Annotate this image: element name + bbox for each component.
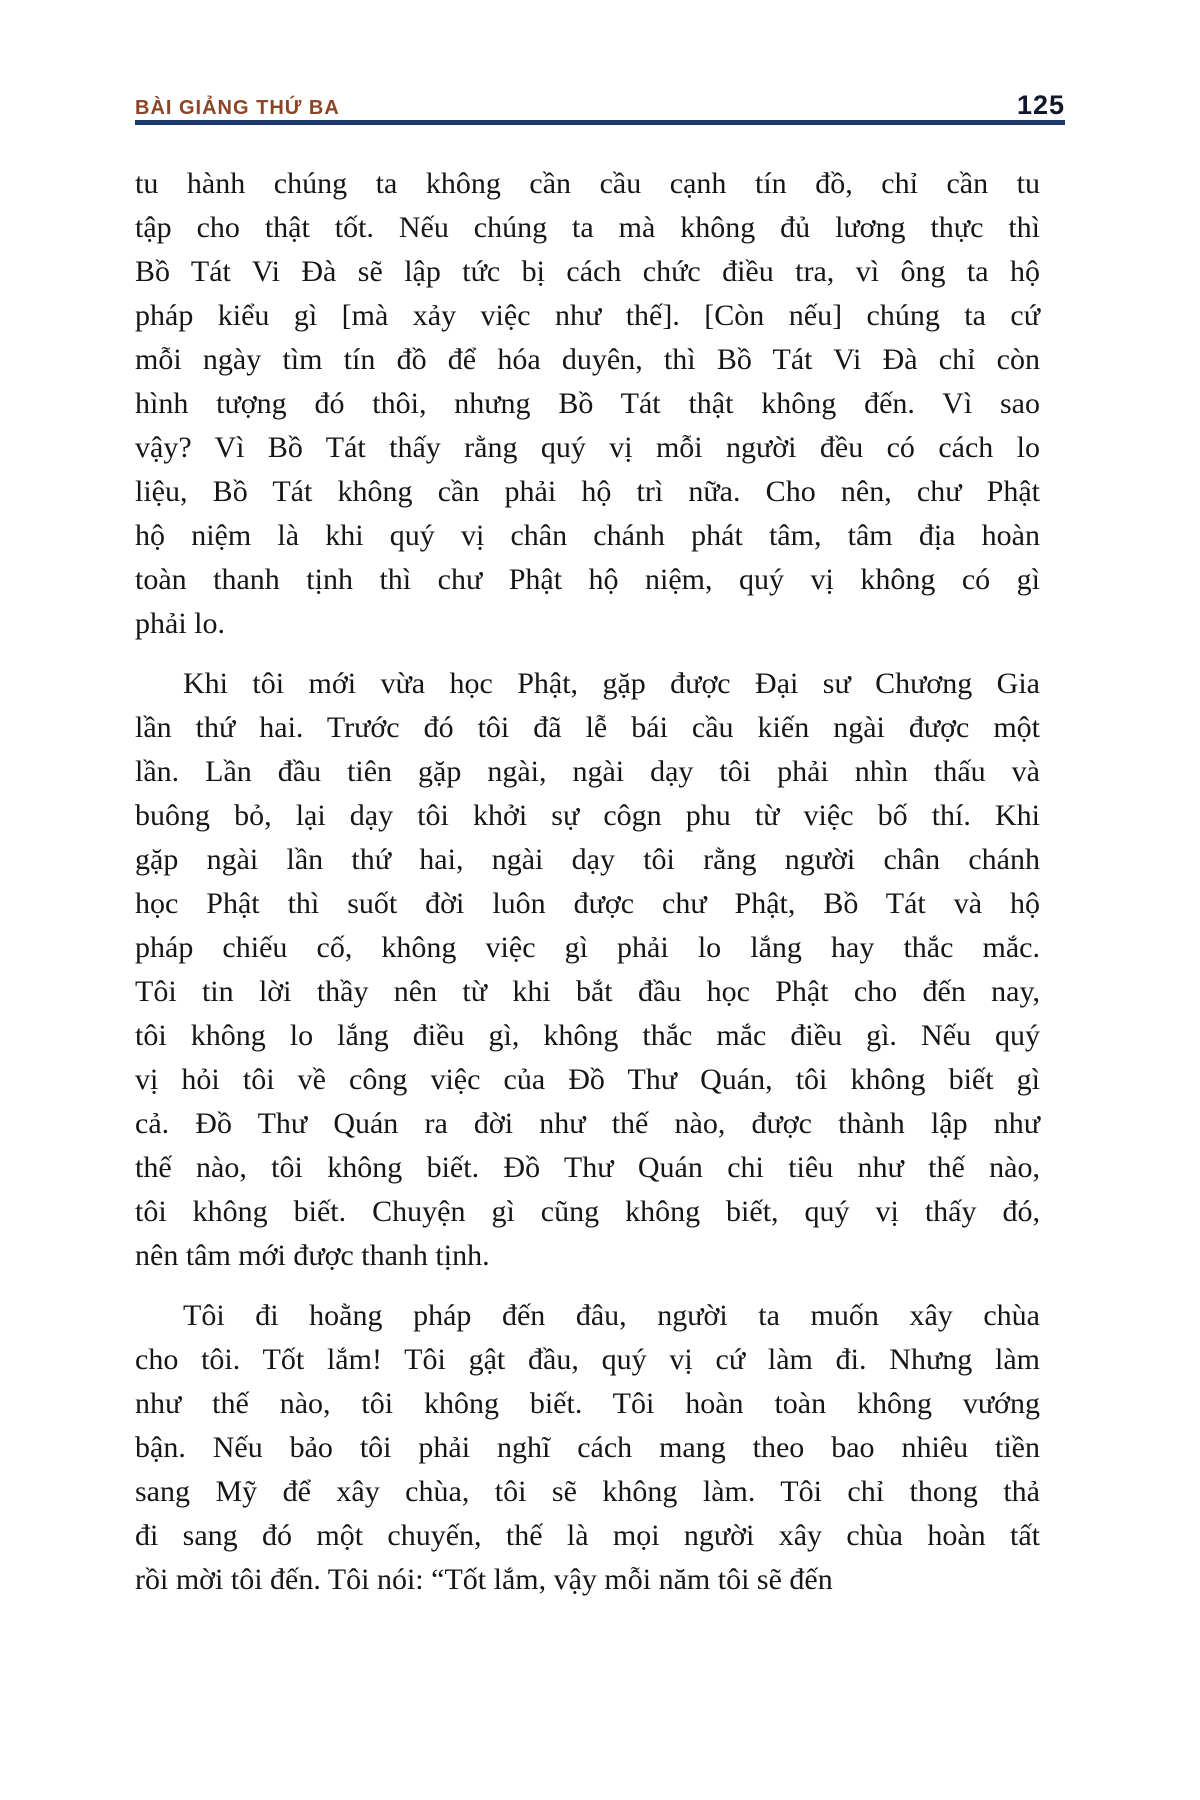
text-line: như thế nào, tôi không biết. Tôi hoàn toàn không vướng bbox=[135, 1387, 1040, 1420]
text-line: lần. Lần đầu tiên gặp ngài, ngài dạy tôi phải nhìn thấu và bbox=[135, 755, 1040, 788]
paragraph bbox=[135, 162, 1040, 646]
text-line: lần thứ hai. Trước đó tôi đã lễ bái cầu kiến ngài được một bbox=[135, 711, 1040, 744]
text-line: tôi không biết. Chuyện gì cũng không biết, quý vị thấy đó, bbox=[135, 1195, 1040, 1228]
text-line: nên tâm mới được thanh tịnh. bbox=[135, 1239, 490, 1272]
text-line: sang Mỹ để xây chùa, tôi sẽ không làm. Tôi chỉ thong thả bbox=[135, 1475, 1040, 1508]
text-line: tu hành chúng ta không cần cầu cạnh tín đồ, chỉ cần tu bbox=[135, 167, 1040, 200]
text-line: buông bỏ, lại dạy tôi khởi sự côgn phu từ việc bố thí. Khi bbox=[135, 799, 1040, 832]
text-line: tôi không lo lắng điều gì, không thắc mắc điều gì. Nếu quý bbox=[135, 1019, 1040, 1052]
text-line: Bồ Tát Vi Đà sẽ lập tức bị cách chức điều tra, vì ông ta hộ bbox=[135, 255, 1040, 288]
text-line: thế nào, tôi không biết. Đồ Thư Quán chi tiêu như thế nào, bbox=[135, 1151, 1040, 1184]
body-text bbox=[135, 162, 1040, 1618]
text-line: gặp ngài lần thứ hai, ngài dạy tôi rằng người chân chánh bbox=[135, 843, 1040, 876]
paragraph bbox=[135, 662, 1040, 1278]
text-line: hình tượng đó thôi, nhưng Bồ Tát thật không đến. Vì sao bbox=[135, 387, 1040, 420]
text-line: pháp chiếu cố, không việc gì phải lo lắng hay thắc mắc. bbox=[135, 931, 1040, 964]
chapter-title: BÀI GIẢNG THỨ BA bbox=[135, 97, 340, 119]
text-line: Tôi tin lời thầy nên từ khi bắt đầu học Phật cho đến nay, bbox=[135, 975, 1040, 1008]
text-line: hộ niệm là khi quý vị chân chánh phát tâm, tâm địa hoàn bbox=[135, 519, 1040, 552]
header-divider-rule bbox=[135, 120, 1065, 125]
text-line: toàn thanh tịnh thì chư Phật hộ niệm, quý vị không có gì bbox=[135, 563, 1040, 596]
paragraph bbox=[135, 1294, 1040, 1602]
text-line: học Phật thì suốt đời luôn được chư Phật, Bồ Tát và hộ bbox=[135, 887, 1040, 920]
text-line: vậy? Vì Bồ Tát thấy rằng quý vị mỗi người đều có cách lo bbox=[135, 431, 1040, 464]
text-line: cả. Đồ Thư Quán ra đời như thế nào, được thành lập như bbox=[135, 1107, 1040, 1140]
page-number: 125 bbox=[1016, 90, 1065, 120]
text-line: Khi tôi mới vừa học Phật, gặp được Đại sư Chương Gia bbox=[183, 667, 1040, 700]
text-line: Tôi đi hoằng pháp đến đâu, người ta muốn xây chùa bbox=[183, 1299, 1040, 1332]
running-header bbox=[135, 90, 1065, 121]
text-line: vị hỏi tôi về công việc của Đồ Thư Quán, tôi không biết gì bbox=[135, 1063, 1040, 1096]
text-line: mỗi ngày tìm tín đồ để hóa duyên, thì Bồ Tát Vi Đà chỉ còn bbox=[135, 343, 1040, 376]
text-line: pháp kiểu gì [mà xảy việc như thế]. [Còn nếu] chúng ta cứ bbox=[135, 299, 1040, 332]
text-line: liệu, Bồ Tát không cần phải hộ trì nữa. Cho nên, chư Phật bbox=[135, 475, 1040, 508]
text-line: cho tôi. Tốt lắm! Tôi gật đầu, quý vị cứ làm đi. Nhưng làm bbox=[135, 1343, 1040, 1376]
text-line: tập cho thật tốt. Nếu chúng ta mà không đủ lương thực thì bbox=[135, 211, 1040, 244]
text-line: rồi mời tôi đến. Tôi nói: “Tốt lắm, vậy mỗi năm tôi sẽ đến bbox=[135, 1563, 833, 1596]
text-line: phải lo. bbox=[135, 607, 225, 640]
text-line: bận. Nếu bảo tôi phải nghĩ cách mang theo bao nhiêu tiền bbox=[135, 1431, 1040, 1464]
text-line: đi sang đó một chuyến, thế là mọi người xây chùa hoàn tất bbox=[135, 1519, 1040, 1552]
